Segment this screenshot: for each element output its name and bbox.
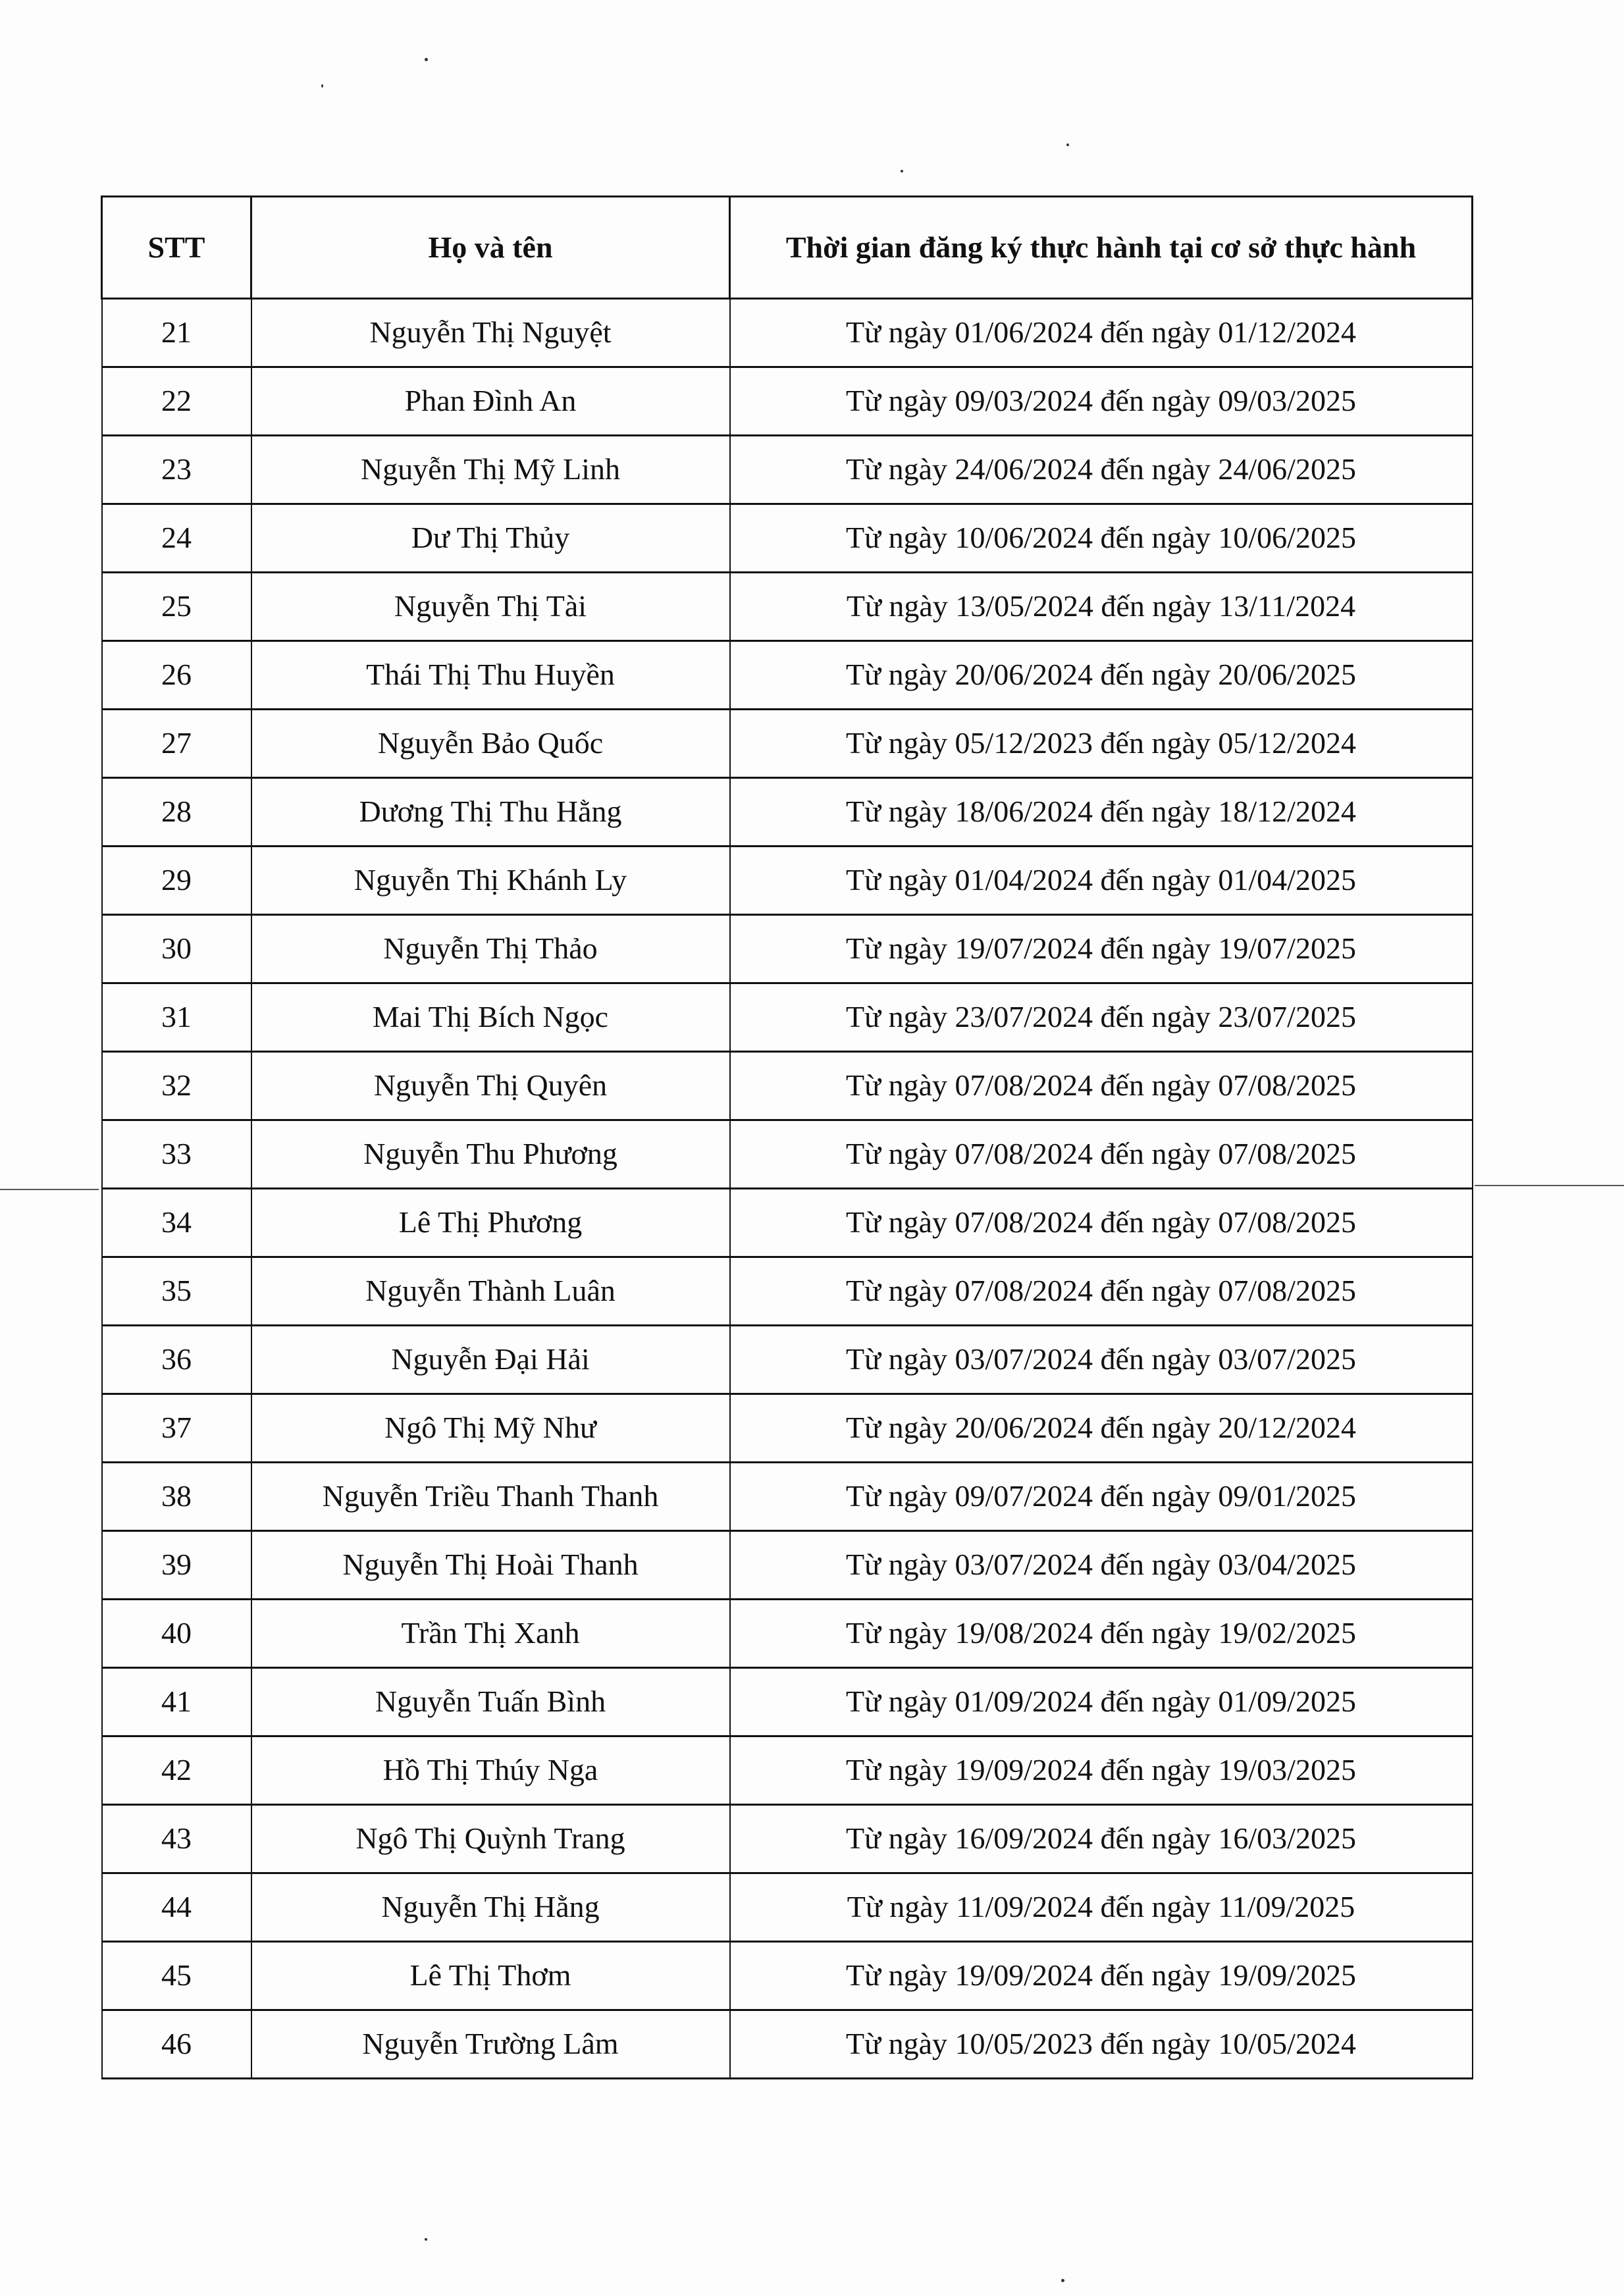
table-row [102,436,1473,504]
row-name: Nguyễn Thị Khánh Ly [251,847,730,915]
row-stt: 46 [102,2010,251,2079]
row-time: Từ ngày 23/07/2024 đến ngày 23/07/2025 [730,983,1473,1052]
row-time: Từ ngày 19/09/2024 đến ngày 19/03/2025 [730,1736,1473,1805]
table-row [102,1531,1473,1600]
row-name: Nguyễn Thị Hoài Thanh [251,1531,730,1600]
table-row [102,2010,1473,2079]
header-stt: STT [102,197,251,299]
table-row [102,1942,1473,2010]
row-stt: 30 [102,915,251,983]
scan-streak [0,1189,99,1190]
row-stt: 28 [102,778,251,847]
row-time: Từ ngày 10/05/2023 đến ngày 10/05/2024 [730,2010,1473,2079]
row-name: Mai Thị Bích Ngọc [251,983,730,1052]
table-row [102,1326,1473,1394]
row-time: Từ ngày 03/07/2024 đến ngày 03/07/2025 [730,1326,1473,1394]
table-row [102,367,1473,436]
table-row [102,1805,1473,1873]
table-row [102,983,1473,1052]
row-time: Từ ngày 07/08/2024 đến ngày 07/08/2025 [730,1257,1473,1326]
scan-speck [321,84,323,88]
table-row [102,573,1473,641]
row-time: Từ ngày 13/05/2024 đến ngày 13/11/2024 [730,573,1473,641]
scan-speck [425,2238,427,2241]
scan-speck [1066,144,1069,146]
row-name: Phan Đình An [251,367,730,436]
row-name: Nguyễn Thị Mỹ Linh [251,436,730,504]
table-row [102,504,1473,573]
row-time: Từ ngày 03/07/2024 đến ngày 03/04/2025 [730,1531,1473,1600]
row-time: Từ ngày 19/09/2024 đến ngày 19/09/2025 [730,1942,1473,2010]
table-row [102,847,1473,915]
row-time: Từ ngày 19/07/2024 đến ngày 19/07/2025 [730,915,1473,983]
row-stt: 23 [102,436,251,504]
table-row [102,1052,1473,1120]
row-time: Từ ngày 20/06/2024 đến ngày 20/12/2024 [730,1394,1473,1463]
row-stt: 42 [102,1736,251,1805]
table-row [102,1120,1473,1189]
table-row [102,299,1473,367]
table-row [102,1668,1473,1736]
table-row [102,1189,1473,1257]
practice-registration-table [101,196,1473,2079]
row-name: Nguyễn Thị Quyên [251,1052,730,1120]
row-time: Từ ngày 07/08/2024 đến ngày 07/08/2025 [730,1120,1473,1189]
header-time: Thời gian đăng ký thực hành tại cơ sở thực hành [730,197,1473,299]
row-stt: 36 [102,1326,251,1394]
row-stt: 31 [102,983,251,1052]
table-row [102,641,1473,710]
row-time: Từ ngày 01/06/2024 đến ngày 01/12/2024 [730,299,1473,367]
row-stt: 27 [102,710,251,778]
row-stt: 41 [102,1668,251,1736]
row-time: Từ ngày 18/06/2024 đến ngày 18/12/2024 [730,778,1473,847]
row-time: Từ ngày 09/03/2024 đến ngày 09/03/2025 [730,367,1473,436]
row-time: Từ ngày 16/09/2024 đến ngày 16/03/2025 [730,1805,1473,1873]
scan-speck [901,170,903,172]
row-stt: 32 [102,1052,251,1120]
row-stt: 44 [102,1873,251,1942]
row-time: Từ ngày 20/06/2024 đến ngày 20/06/2025 [730,641,1473,710]
row-name: Thái Thị Thu Huyền [251,641,730,710]
row-name: Dư Thị Thủy [251,504,730,573]
row-name: Hồ Thị Thúy Nga [251,1736,730,1805]
row-name: Dương Thị Thu Hằng [251,778,730,847]
table-row [102,1873,1473,1942]
row-name: Trần Thị Xanh [251,1600,730,1668]
row-name: Nguyễn Bảo Quốc [251,710,730,778]
row-time: Từ ngày 07/08/2024 đến ngày 07/08/2025 [730,1052,1473,1120]
row-name: Ngô Thị Mỹ Như [251,1394,730,1463]
row-name: Nguyễn Đại Hải [251,1326,730,1394]
row-name: Nguyễn Thị Nguyệt [251,299,730,367]
row-stt: 29 [102,847,251,915]
row-stt: 37 [102,1394,251,1463]
table-row [102,915,1473,983]
row-time: Từ ngày 19/08/2024 đến ngày 19/02/2025 [730,1600,1473,1668]
row-name: Ngô Thị Quỳnh Trang [251,1805,730,1873]
row-name: Nguyễn Triều Thanh Thanh [251,1463,730,1531]
table-row [102,1257,1473,1326]
row-time: Từ ngày 01/04/2024 đến ngày 01/04/2025 [730,847,1473,915]
row-stt: 35 [102,1257,251,1326]
row-time: Từ ngày 05/12/2023 đến ngày 05/12/2024 [730,710,1473,778]
row-stt: 39 [102,1531,251,1600]
table-header-row [102,197,1473,299]
row-stt: 38 [102,1463,251,1531]
row-name: Nguyễn Tuấn Bình [251,1668,730,1736]
table-row [102,778,1473,847]
row-stt: 33 [102,1120,251,1189]
table-row [102,1463,1473,1531]
row-name: Nguyễn Trường Lâm [251,2010,730,2079]
row-stt: 40 [102,1600,251,1668]
scan-speck [1061,2279,1064,2282]
row-stt: 21 [102,299,251,367]
row-stt: 43 [102,1805,251,1873]
row-time: Từ ngày 11/09/2024 đến ngày 11/09/2025 [730,1873,1473,1942]
row-stt: 25 [102,573,251,641]
row-name: Nguyễn Thành Luân [251,1257,730,1326]
row-stt: 26 [102,641,251,710]
row-name: Nguyễn Thị Thảo [251,915,730,983]
row-name: Nguyễn Thị Hằng [251,1873,730,1942]
row-name: Lê Thị Phương [251,1189,730,1257]
table-row [102,1394,1473,1463]
scan-streak [1475,1185,1624,1186]
row-time: Từ ngày 01/09/2024 đến ngày 01/09/2025 [730,1668,1473,1736]
table-row [102,1600,1473,1668]
row-name: Lê Thị Thơm [251,1942,730,2010]
row-name: Nguyễn Thị Tài [251,573,730,641]
row-time: Từ ngày 24/06/2024 đến ngày 24/06/2025 [730,436,1473,504]
row-time: Từ ngày 09/07/2024 đến ngày 09/01/2025 [730,1463,1473,1531]
table-row [102,710,1473,778]
row-name: Nguyễn Thu Phương [251,1120,730,1189]
row-stt: 34 [102,1189,251,1257]
row-stt: 24 [102,504,251,573]
table-row [102,1736,1473,1805]
row-time: Từ ngày 10/06/2024 đến ngày 10/06/2025 [730,504,1473,573]
row-stt: 45 [102,1942,251,2010]
row-stt: 22 [102,367,251,436]
scan-speck [425,58,428,61]
row-time: Từ ngày 07/08/2024 đến ngày 07/08/2025 [730,1189,1473,1257]
header-name: Họ và tên [251,197,730,299]
